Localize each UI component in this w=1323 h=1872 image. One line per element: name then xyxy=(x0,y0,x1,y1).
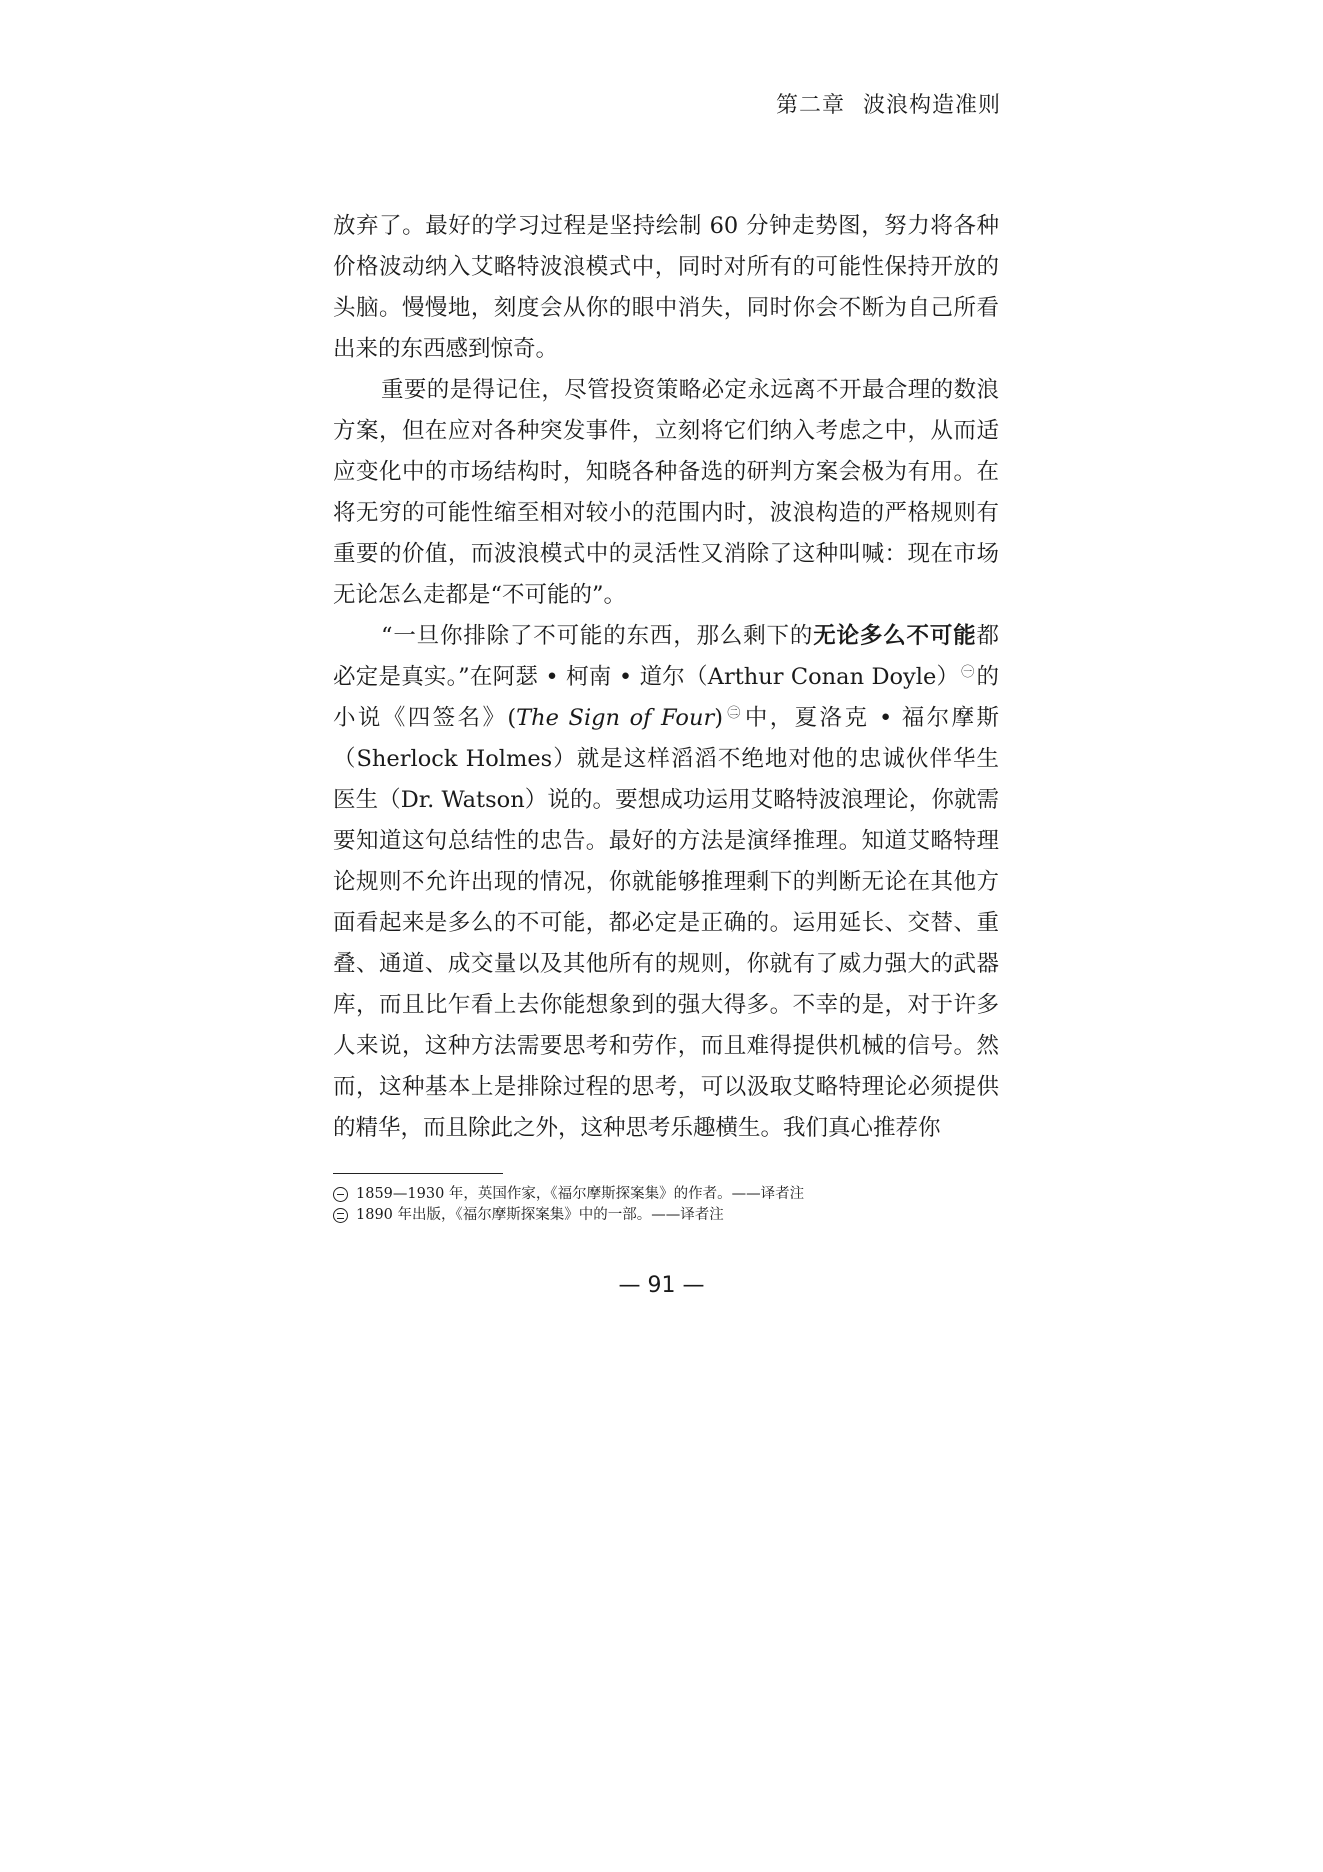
footnote-2-text: 1890 年出版，《福尔摩斯探案集》中的一部。——译者注 xyxy=(356,1207,724,1223)
chapter-title: 波浪构造准则 xyxy=(862,93,1001,118)
paragraph-3-part-b: 都必定是真实。”在阿瑟 • 柯南 • 道尔（Arthur Conan Doyle） xyxy=(333,623,999,690)
paragraph-3-part-d: ) xyxy=(714,705,723,731)
chapter-label: 第二章 xyxy=(775,93,845,118)
footnote-ref-1[interactable]: ㊀ xyxy=(961,664,975,680)
footnote-number-2-icon xyxy=(333,1208,348,1223)
footnote-number-1-icon xyxy=(333,1187,348,1202)
paragraph-2: 重要的是得记住，尽管投资策略必定永远离不开最合理的数浪方案，但在应对各种突发事件，立刻将它们纳入考虑之中，从而适应变化中的市场结构时，知晓各种备选的研判方案会极为有用。在将无穷的可能性缩至相对较小的范围内时，波浪构造的严格规则有重要的价值，而波浪模式中的灵活性又消除了这种叫喊：现在市场无论怎么走都是“不可能的”。 xyxy=(333,377,999,608)
emphasis-text: 无论多么不可能 xyxy=(813,623,977,649)
footnote-divider xyxy=(333,1173,503,1174)
footnote-ref-2[interactable]: ㊁ xyxy=(725,705,743,721)
running-head xyxy=(776,88,1001,119)
paragraph-3-part-e: 中，夏洛克 • 福尔摩斯（Sherlock Holmes）就是这样滔滔不绝地对他的忠诚伙伴华生医生（Dr. Watson）说的。要想成功运用艾略特波浪理论，你就需要知道这句总结性的忠告。最好的方法是演绎推理。知道艾略特理论规则不允许出现的情况，你就能够推理剩下的判断无论在其他方面看起来是多么的不可能，都必定是正确的。运用延长、交替、重叠、通道、成交量以及其他所有的规则，你就有了威力强大的武器库，而且比乍看上去你能想象到的强大得多。不幸的是，对于许多人来说，这种方法需要思考和劳作，而且难得提供机械的信号。然而，这种基本上是排除过程的思考，可以汲取艾略特理论必须提供的精华，而且除此之外，这种思考乐趣横生。我们真心推荐你 xyxy=(333,705,1000,1141)
paragraph-1: 放弃了。最好的学习过程是坚持绘制 60 分钟走势图，努力将各种价格波动纳入艾略特波浪模式中，同时对所有的可能性保持开放的头脑。慢慢地，刻度会从你的眼中消失，同时你会不断为自己所看出来的东西感到惊奇。 xyxy=(333,213,999,362)
paragraph-3 xyxy=(333,616,999,1149)
page-number: — 91 — xyxy=(618,1273,705,1298)
footnote-1 xyxy=(333,1184,999,1205)
body-text xyxy=(333,206,999,1149)
footnote-2 xyxy=(333,1205,999,1226)
paragraph-3-part-c: 的小说《四签名》( xyxy=(333,664,999,731)
book-title-english: The Sign of Four xyxy=(516,705,715,731)
footnote-1-text: 1859—1930 年，英国作家，《福尔摩斯探案集》的作者。——译者注 xyxy=(356,1186,805,1202)
footnotes xyxy=(333,1184,999,1226)
paragraph-3-part-a: “一旦你排除了不可能的东西，那么剩下的 xyxy=(381,623,814,649)
